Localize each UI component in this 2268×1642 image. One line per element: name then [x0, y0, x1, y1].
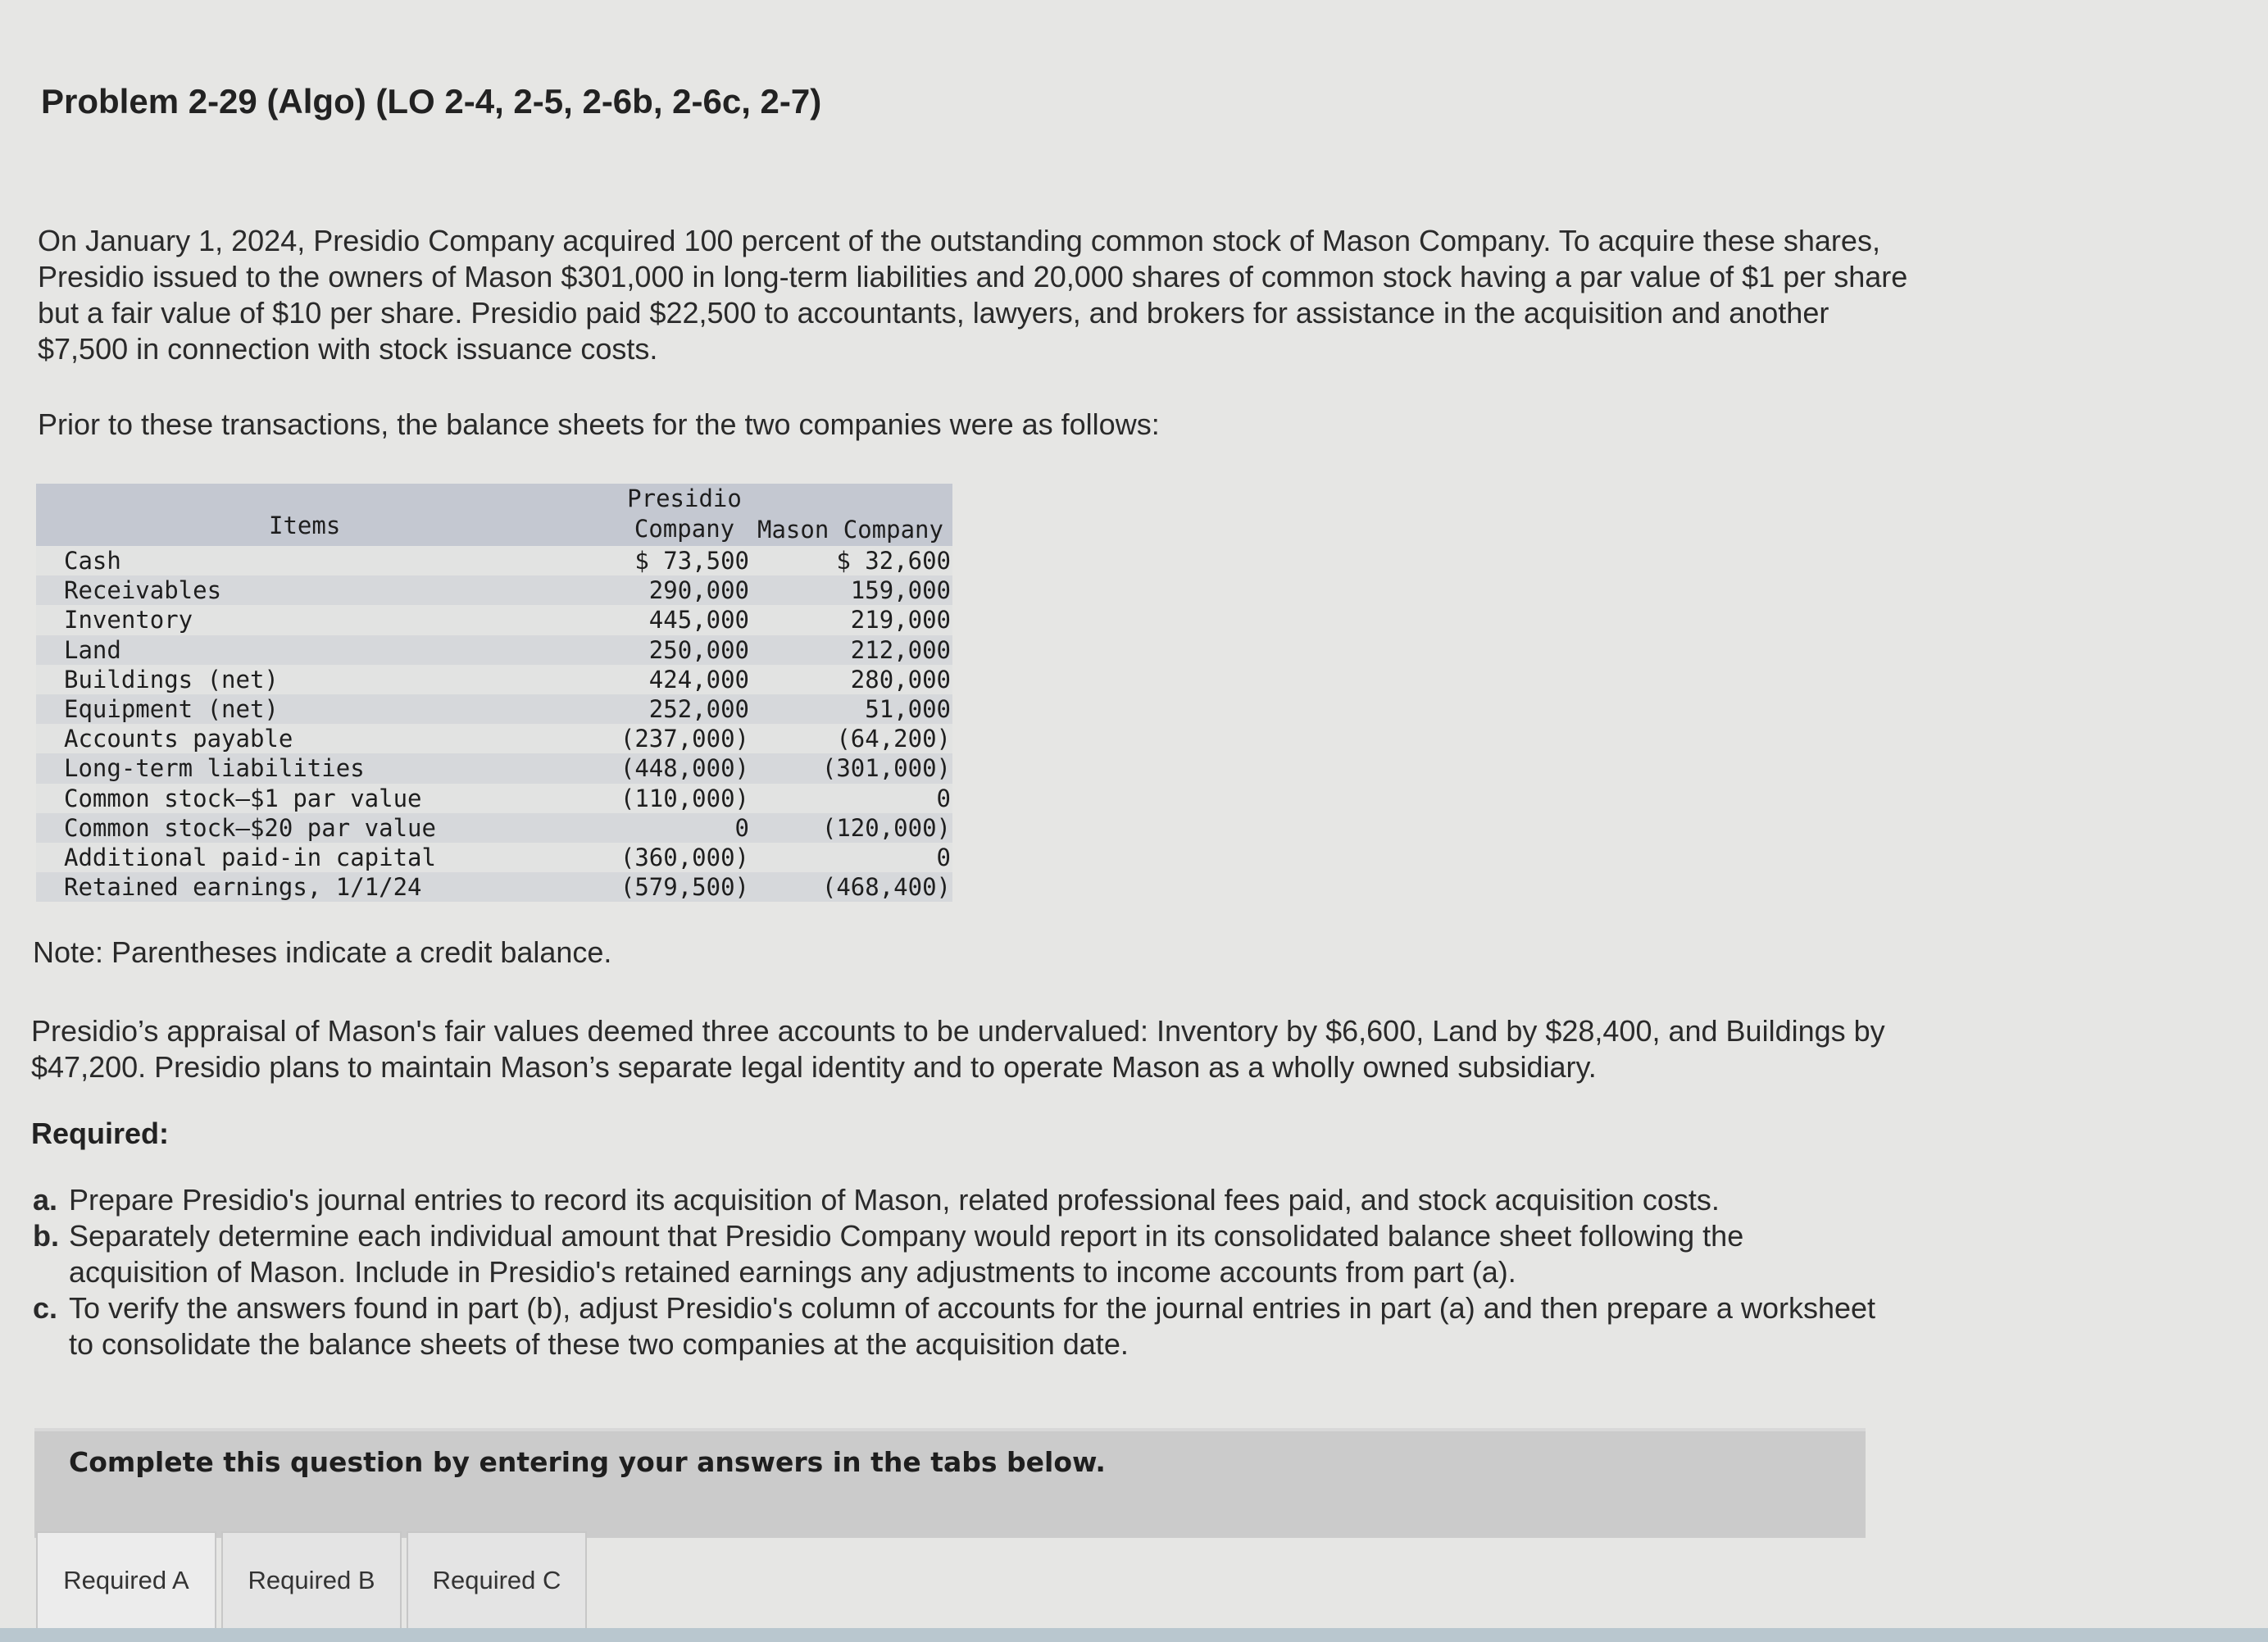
row-mason-value: (64,200) [836, 725, 951, 753]
row-item: Long-term liabilities [64, 754, 365, 783]
row-item: Receivables [64, 576, 222, 605]
credit-balance-note: Note: Parentheses indicate a credit balance. [33, 935, 612, 969]
row-item: Inventory [64, 606, 193, 635]
appraisal-text: Presidio’s appraisal of Mason's fair values deemed three accounts to be undervalued: Inventory by $6,600, Land by $28,400, and Buildings by $47,200. Presidio plans to maintain Mason’s separate legal identity and to operate Mason as a wholly owned subsidiary. [31, 1014, 1885, 1084]
balance-sheet-body [36, 546, 952, 902]
row-item: Buildings (net) [64, 665, 279, 694]
requirement-letter: c. [33, 1291, 58, 1325]
row-item: Common stock—$20 par value [64, 813, 436, 842]
instruction-box [34, 1428, 1866, 1538]
row-mason-value: 280,000 [850, 665, 951, 694]
row-item: Cash [64, 547, 121, 575]
header-presidio-line2: Company [634, 515, 735, 543]
row-item: Equipment (net) [64, 694, 279, 723]
table-row [36, 843, 952, 872]
row-mason-value: 219,000 [850, 606, 951, 635]
table-row [36, 872, 952, 902]
table-row [36, 784, 952, 813]
header-presidio [590, 484, 779, 544]
problem-title: Problem 2-29 (Algo) (LO 2-4, 2-5, 2-6b, 2-6c, 2-7) [41, 82, 822, 121]
table-row [36, 724, 952, 753]
requirement-letter: a. [33, 1183, 58, 1217]
row-presidio-value: 424,000 [648, 665, 749, 694]
row-item: Land [64, 635, 121, 664]
requirement-text: Separately determine each individual amount that Presidio Company would report in its consolidated balance sheet following the acquisition of Mason. Include in Presidio's retained earnings any adjustments to income accounts from part (a). [69, 1219, 1744, 1289]
header-mason: Mason Company [757, 516, 943, 544]
instruction-text: Complete this question by entering your answers in the tabs below. [69, 1446, 1106, 1478]
problem-intro: On January 1, 2024, Presidio Company acquired 100 percent of the outstanding common stock of Mason Company. To acquire these shares, Presidio issued to the owners of Mason $301,000 in long-term liabilities and 20,000 shares of common stock having a par value of $1 per share but a fair value of $10 per share. Presidio paid $22,500 to accountants, lawyers, and brokers for assistance in the acquisition and another $7,500 in connection with stock issuance costs. [38, 224, 1908, 366]
requirement-text: Prepare Presidio's journal entries to record its acquisition of Mason, related professional fees paid, and stock acquisition costs. [69, 1183, 1720, 1217]
list-item [33, 1218, 1885, 1290]
balance-sheet-header [36, 484, 952, 546]
required-heading: Required: [31, 1117, 170, 1150]
table-row [36, 635, 952, 665]
list-item [33, 1290, 1885, 1362]
row-presidio-value: (110,000) [620, 784, 749, 812]
header-items: Items [269, 512, 341, 539]
tab-required-b[interactable]: Required B [221, 1531, 402, 1628]
row-mason-value: 51,000 [865, 694, 951, 723]
table-row [36, 575, 952, 605]
requirements-list [33, 1182, 1885, 1362]
row-presidio-value: 252,000 [648, 694, 749, 723]
row-item: Retained earnings, 1/1/24 [64, 873, 422, 902]
table-row [36, 694, 952, 724]
row-presidio-value: 250,000 [648, 635, 749, 664]
row-mason-value: 0 [936, 843, 951, 871]
row-item: Accounts payable [64, 725, 293, 753]
row-mason-value: (468,400) [821, 873, 951, 902]
row-presidio-value: (448,000) [620, 754, 749, 783]
header-presidio-line1: Presidio [627, 484, 742, 512]
row-item: Additional paid-in capital [64, 843, 436, 871]
row-mason-value: $ 32,600 [836, 547, 951, 575]
row-presidio-value: (237,000) [620, 725, 749, 753]
tab-content-strip [0, 1628, 2268, 1642]
row-mason-value: 0 [936, 784, 951, 812]
row-mason-value: 212,000 [850, 635, 951, 664]
list-item [33, 1182, 1885, 1218]
row-presidio-value: 445,000 [648, 606, 749, 635]
row-item: Common stock—$1 par value [64, 784, 422, 812]
row-mason-value: (301,000) [821, 754, 951, 783]
row-presidio-value: 0 [734, 813, 749, 842]
row-presidio-value: (360,000) [620, 843, 749, 871]
tab-required-a[interactable]: Required A [36, 1531, 216, 1628]
balance-sheet-table [36, 484, 952, 907]
row-presidio-value: (579,500) [620, 873, 749, 902]
table-row [36, 753, 952, 783]
row-mason-value: 159,000 [850, 576, 951, 605]
row-presidio-value: 290,000 [648, 576, 749, 605]
requirement-text: To verify the answers found in part (b), adjust Presidio's column of accounts for the journal entries in part (a) and then prepare a worksheet to consolidate the balance sheets of these two companies at the acquisition date. [69, 1291, 1876, 1361]
tab-required-c[interactable]: Required C [407, 1531, 587, 1628]
table-row [36, 546, 952, 575]
table-row [36, 813, 952, 843]
table-row [36, 605, 952, 635]
requirement-letter: b. [33, 1219, 59, 1253]
row-mason-value: (120,000) [821, 813, 951, 842]
row-presidio-value: $ 73,500 [634, 547, 749, 575]
prior-balance-text: Prior to these transactions, the balance sheets for the two companies were as follows: [38, 407, 1160, 441]
table-row [36, 665, 952, 694]
